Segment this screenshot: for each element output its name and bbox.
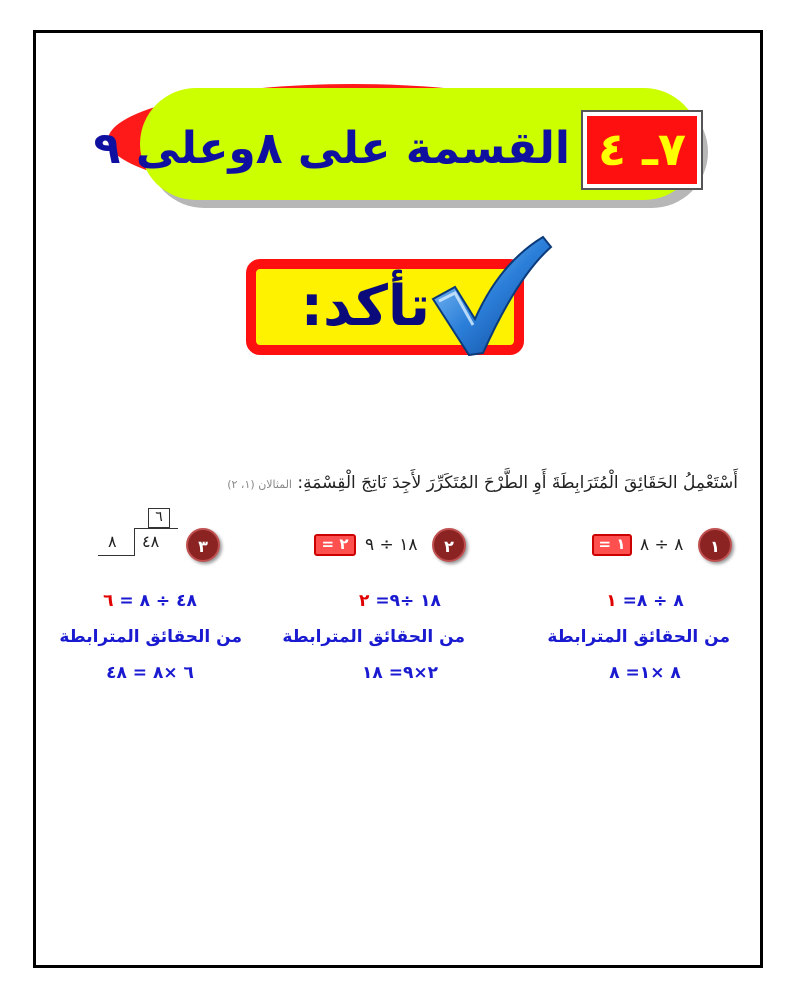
answer-box: = ٢ bbox=[314, 534, 356, 556]
lesson-number: ٧ـ ٤ bbox=[583, 112, 701, 188]
dividend: ٤٨ bbox=[142, 532, 160, 551]
examples-reference: المثالان (١، ٢) bbox=[227, 478, 292, 491]
division-answer-text: ٤٨ ÷ ٨ = bbox=[113, 591, 197, 611]
related-facts-label: من الحقائق المترابطة bbox=[59, 627, 242, 647]
division-answer bbox=[560, 590, 730, 612]
division-bracket bbox=[134, 528, 135, 556]
division-answer bbox=[315, 590, 485, 612]
division-answer-value: ٢ bbox=[359, 591, 370, 611]
division-answer-text: ٨ ÷ ٨= bbox=[616, 591, 684, 611]
divisor: ٨ bbox=[108, 532, 117, 551]
related-fact: ٨ ×١= ٨ bbox=[609, 663, 681, 683]
lesson-title: القسمة على ٨وعلى ٩ bbox=[93, 123, 570, 174]
checkmark-icon bbox=[425, 233, 555, 361]
division-bar-bottom bbox=[98, 555, 134, 556]
exercise-number-badge: ٣ bbox=[186, 528, 220, 562]
exercise-expression: ٨ ÷ ٨ bbox=[640, 535, 684, 555]
related-fact: ٢×٩= ١٨ bbox=[362, 663, 438, 683]
instruction-text: أَسْتَعْمِلُ الحَقَائِقَ الْمُتَرَابِطَةَ أَوِ الطَّرْحَ المُتَكَرِّرَ لأَجِدَ نَاتِجَ الْقِسْمَةِ: bbox=[297, 473, 738, 493]
division-answer-value: ١ bbox=[606, 591, 617, 611]
instruction bbox=[180, 470, 738, 496]
exercise-number-badge: ١ bbox=[698, 528, 732, 562]
related-facts-label: من الحقائق المترابطة bbox=[282, 627, 465, 647]
exercise-number-badge: ٢ bbox=[432, 528, 466, 562]
related-fact: ٦ ×٨ = ٤٨ bbox=[106, 663, 194, 683]
related-facts-label: من الحقائق المترابطة bbox=[547, 627, 730, 647]
division-answer-text: ١٨ ÷٩= bbox=[369, 591, 441, 611]
answer-box: = ١ bbox=[592, 534, 632, 556]
division-bar-top bbox=[134, 528, 178, 529]
exercise-expression: ١٨ ÷ ٩ bbox=[365, 535, 418, 555]
long-division-quotient: ٦ bbox=[148, 508, 170, 528]
division-answer bbox=[70, 590, 230, 612]
long-division bbox=[98, 528, 178, 556]
division-answer-value: ٦ bbox=[103, 591, 114, 611]
check-label: تأكد: bbox=[300, 274, 430, 339]
